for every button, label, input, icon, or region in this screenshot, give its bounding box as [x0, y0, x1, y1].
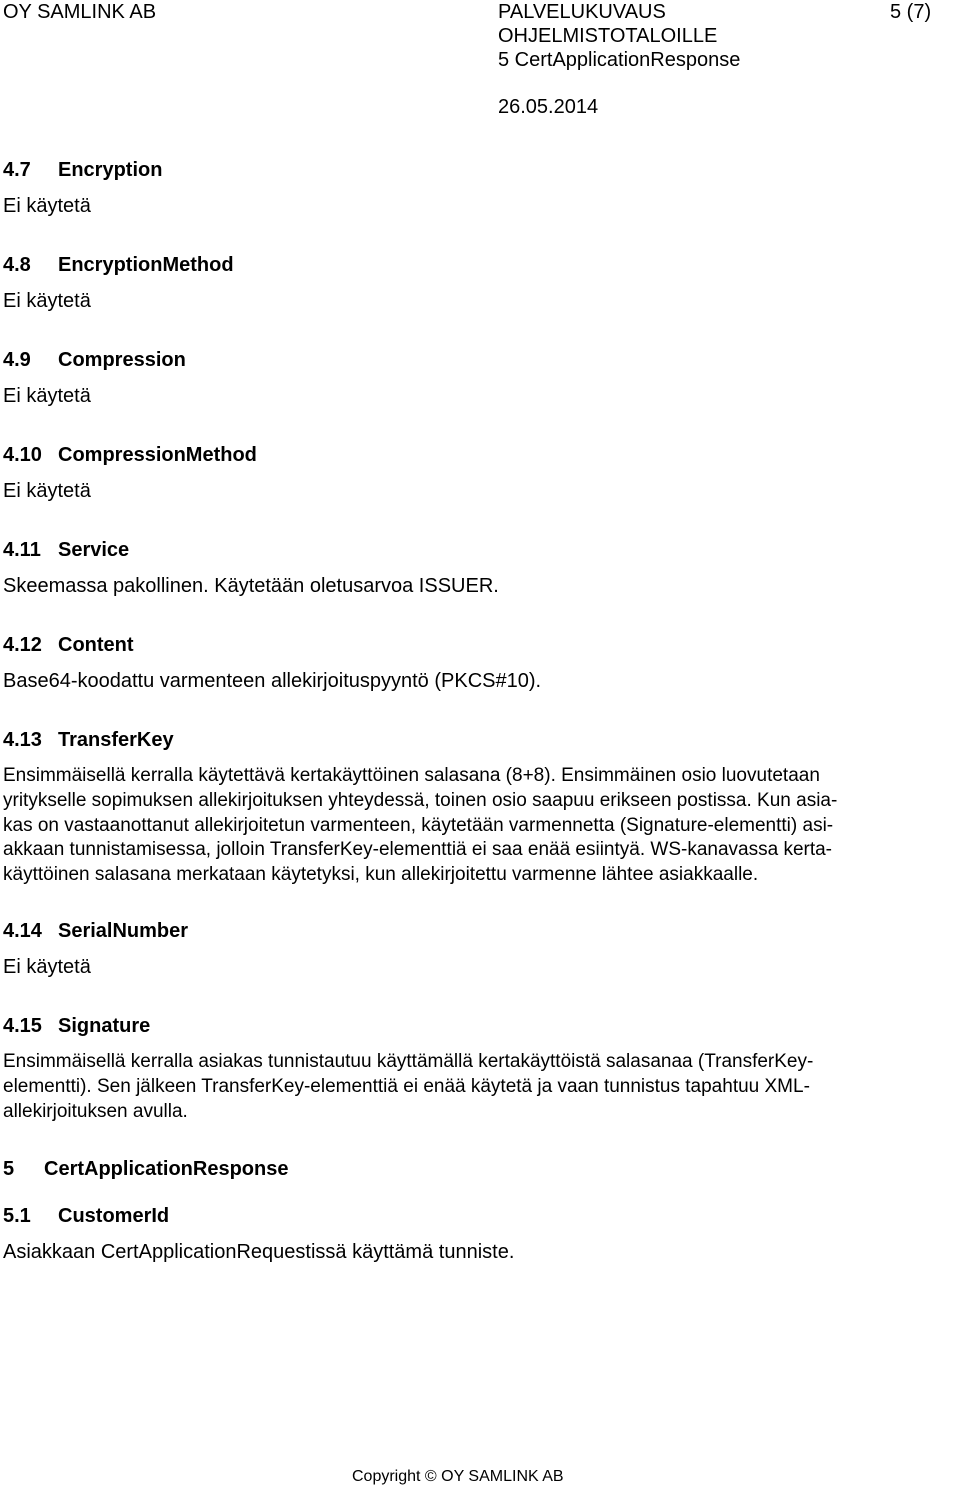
heading-number: 4.14	[3, 920, 42, 942]
heading-number: 5	[3, 1158, 15, 1180]
document-date: 26.05.2014	[498, 96, 599, 118]
document-section: 5 CertApplicationResponse	[498, 49, 741, 71]
heading-title: Content	[58, 634, 134, 656]
heading-4-14	[3, 919, 188, 943]
section-4-13-paragraph	[3, 764, 903, 888]
heading-4-7	[3, 158, 162, 182]
paragraph-line: Ensimmäisellä kerralla käytettävä kertakäyttöinen salasana (8+8). Ensimmäinen osio luovutetaan	[3, 765, 820, 786]
section-4-8-text: Ei käytetä	[3, 290, 91, 312]
heading-number: 4.13	[3, 729, 42, 751]
paragraph-line: elementti). Sen jälkeen TransferKey-elementtiä ei enää käytetä ja vaan tunnistus tapahtuu XML-	[3, 1075, 810, 1097]
section-4-11-text: Skeemassa pakollinen. Käytetään oletusarvoa ISSUER.	[3, 575, 499, 597]
heading-5-1	[3, 1204, 169, 1228]
heading-4-8	[3, 253, 234, 277]
heading-number: 4.9	[3, 349, 31, 371]
heading-title: TransferKey	[58, 729, 174, 751]
paragraph-line: kas on vastaanottanut allekirjoitetun varmenteen, käytetään varmennetta (Signature-elementti) asi-	[3, 814, 834, 836]
heading-title: Signature	[58, 1015, 151, 1037]
section-4-12-text: Base64-koodattu varmenteen allekirjoituspyyntö (PKCS#10).	[3, 670, 542, 692]
company-name: OY SAMLINK AB	[3, 1, 157, 23]
heading-number: 4.10	[3, 444, 42, 466]
heading-4-11	[3, 538, 129, 562]
paragraph-line: akkaan tunnistamisessa, jolloin TransferKey-elementtiä ei saa enää esiintyä. WS-kanavassa kerta-	[3, 839, 833, 861]
section-4-7-text: Ei käytetä	[3, 195, 91, 217]
document-audience: OHJELMISTOTALOILLE	[498, 25, 718, 47]
heading-number: 4.11	[3, 539, 41, 561]
section-5-1-text: Asiakkaan CertApplicationRequestissä käyttämä tunniste.	[3, 1241, 515, 1263]
heading-title: CustomerId	[58, 1205, 170, 1227]
section-4-10-text: Ei käytetä	[3, 480, 91, 502]
heading-title: Encryption	[58, 159, 163, 181]
footer-copyright: Copyright © OY SAMLINK AB	[352, 1468, 564, 1485]
paragraph-line: yritykselle sopimuksen allekirjoituksen yhteydessä, toinen osio saapuu erikseen postissa. Kun asia-	[3, 789, 838, 811]
heading-title: CompressionMethod	[58, 444, 257, 466]
section-4-14-text: Ei käytetä	[3, 956, 91, 978]
heading-title: Service	[58, 539, 130, 561]
heading-title: CertApplicationResponse	[44, 1158, 289, 1180]
heading-number: 5.1	[3, 1205, 31, 1227]
section-4-9-text: Ei käytetä	[3, 385, 91, 407]
heading-4-15	[3, 1014, 150, 1038]
heading-title: Compression	[58, 349, 186, 371]
section-4-15-paragraph	[3, 1050, 903, 1124]
paragraph-line: käyttöinen salasana merkataan käytetyksi, kun allekirjoitettu varmenne lähtee asiakkaalle.	[3, 864, 759, 886]
heading-number: 4.7	[3, 159, 31, 181]
page-number: 5 (7)	[890, 1, 932, 23]
heading-4-9	[3, 348, 186, 372]
paragraph-line: allekirjoituksen avulla.	[3, 1100, 188, 1122]
heading-title: EncryptionMethod	[58, 254, 234, 276]
heading-5	[3, 1157, 288, 1181]
document-type: PALVELUKUVAUS	[498, 1, 666, 23]
heading-number: 4.15	[3, 1015, 42, 1037]
heading-number: 4.12	[3, 634, 42, 656]
heading-4-13	[3, 728, 174, 752]
heading-number: 4.8	[3, 254, 31, 276]
paragraph-line: Ensimmäisellä kerralla asiakas tunnistautuu käyttämällä kertakäyttöistä salasanaa (TransferKey-	[3, 1051, 814, 1072]
heading-title: SerialNumber	[58, 920, 189, 942]
heading-4-12	[3, 633, 134, 657]
heading-4-10	[3, 443, 257, 467]
